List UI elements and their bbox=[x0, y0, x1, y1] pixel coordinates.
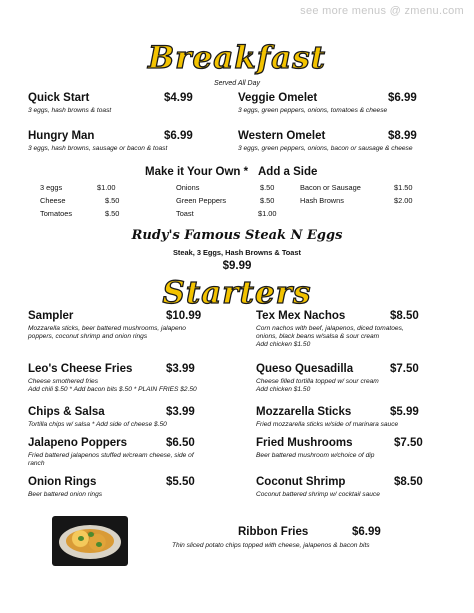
make-own-heading: Make it Your Own * bbox=[145, 166, 249, 178]
menu-item-quick-start bbox=[28, 92, 228, 115]
watermark: see more menus @ zmenu.com bbox=[300, 5, 464, 17]
option-name: Bacon or Sausage bbox=[300, 183, 361, 192]
special-price: $9.99 bbox=[222, 260, 252, 272]
item-description: Add chicken $1.50 bbox=[256, 341, 311, 348]
item-description: Cheese filled tortilla topped w/ sour cream bbox=[256, 378, 379, 385]
menu-item-queso-quesadilla bbox=[256, 363, 461, 394]
item-name: Quick Start bbox=[28, 92, 90, 104]
item-description: Fried battered jalapenos stuffed w/cream cheese, side of bbox=[28, 452, 194, 459]
item-name: Veggie Omelet bbox=[238, 92, 318, 104]
item-price: $8.50 bbox=[390, 310, 419, 322]
menu-item-hungry-man bbox=[28, 130, 228, 153]
option-price: $.50 bbox=[260, 196, 275, 205]
item-price: $6.99 bbox=[352, 526, 381, 538]
item-description: 3 eggs, green peppers, onions, tomatoes & cheese bbox=[238, 107, 388, 114]
item-price: $8.99 bbox=[388, 130, 417, 142]
starters-title: Starters bbox=[162, 275, 312, 311]
option-name: Tomatoes bbox=[40, 209, 73, 218]
jalapeno-dot bbox=[88, 532, 94, 537]
item-name: Queso Quesadilla bbox=[256, 363, 354, 375]
item-description: Beer battered mushroom w/choice of dip bbox=[256, 452, 375, 459]
option-name: Toast bbox=[176, 209, 194, 218]
menu-item-chips-salsa bbox=[28, 406, 248, 429]
item-description: Beer battered onion rings bbox=[28, 491, 103, 498]
item-price: $6.99 bbox=[164, 130, 193, 142]
item-price: $6.50 bbox=[166, 437, 195, 449]
item-name: Western Omelet bbox=[238, 130, 326, 142]
item-price: $3.99 bbox=[166, 363, 195, 375]
item-description: Coconut battered shrimp w/ cocktail sauce bbox=[256, 491, 380, 498]
jalapeno-dot bbox=[96, 542, 102, 547]
option-price: $1.00 bbox=[97, 183, 116, 192]
item-name: Jalapeno Poppers bbox=[28, 437, 128, 449]
item-description: Thin sliced potato chips topped with cheese, jalapenos & bacon bits bbox=[172, 542, 370, 549]
item-name: Leo's Cheese Fries bbox=[28, 363, 133, 375]
item-name: Ribbon Fries bbox=[238, 526, 309, 538]
breakfast-title: Breakfast bbox=[147, 40, 327, 76]
item-name: Sampler bbox=[28, 310, 74, 322]
item-description: Corn nachos with beef, jalapenos, diced tomatoes, bbox=[256, 325, 404, 332]
menu-item-veggie-omelet bbox=[238, 92, 458, 115]
item-price: $10.99 bbox=[166, 310, 202, 322]
breakfast-subtitle: Served All Day bbox=[213, 80, 261, 87]
option-name: Green Peppers bbox=[176, 196, 227, 205]
item-name: Coconut Shrimp bbox=[256, 476, 346, 488]
option-price: $1.00 bbox=[258, 209, 277, 218]
item-description: Mozzarella sticks, beer battered mushrooms, jalapeno bbox=[28, 325, 186, 332]
item-description: poppers, coconut shrimp and onion rings bbox=[28, 333, 148, 340]
item-description: Add chicken $1.50 bbox=[256, 386, 311, 393]
menu-item-coconut-shrimp bbox=[256, 476, 461, 499]
item-description: 3 eggs, hash browns & toast bbox=[28, 107, 112, 114]
item-name: Chips & Salsa bbox=[28, 406, 105, 418]
menu-item-onion-rings bbox=[28, 476, 248, 499]
item-price: $4.99 bbox=[164, 92, 193, 104]
menu-item-western-omelet bbox=[238, 130, 458, 153]
option-price: $1.50 bbox=[394, 183, 413, 192]
menu-item-tex-mex-nachos bbox=[256, 310, 461, 349]
option-price: $.50 bbox=[105, 196, 120, 205]
item-description: Cheese smothered fries bbox=[28, 378, 99, 385]
item-description: 3 eggs, hash browns, sausage or bacon & toast bbox=[28, 145, 168, 152]
item-description: Add chili $.50 * Add bacon bits $.50 * PLAIN FRIES $2.50 bbox=[28, 386, 197, 393]
item-price: $8.50 bbox=[394, 476, 423, 488]
item-name: Onion Rings bbox=[28, 476, 97, 488]
item-price: $5.99 bbox=[390, 406, 419, 418]
item-price: $5.50 bbox=[166, 476, 195, 488]
option-price: $.50 bbox=[105, 209, 120, 218]
item-description: ranch bbox=[28, 460, 45, 467]
item-description: onions, black beans w/salsa & sour cream bbox=[256, 333, 380, 340]
option-name: Onions bbox=[176, 183, 200, 192]
item-name: Fried Mushrooms bbox=[256, 437, 353, 449]
item-price: $7.50 bbox=[390, 363, 419, 375]
option-name: 3 eggs bbox=[40, 183, 63, 192]
add-side-heading: Add a Side bbox=[258, 166, 318, 178]
item-price: $7.50 bbox=[394, 437, 423, 449]
special-title: Rudy's Famous Steak N Eggs bbox=[131, 228, 343, 243]
special-description: Steak, 3 Eggs, Hash Browns & Toast bbox=[172, 248, 301, 257]
item-name: Hungry Man bbox=[28, 130, 95, 142]
menu-item-fried-mushrooms bbox=[256, 437, 461, 460]
option-name: Hash Browns bbox=[300, 196, 344, 205]
item-description: Tortilla chips w/ salsa * Add side of cheese $.50 bbox=[28, 421, 167, 428]
option-price: $2.00 bbox=[394, 196, 413, 205]
loaded-fries-photo bbox=[52, 516, 128, 566]
item-description: 3 eggs, green peppers, onions, bacon or sausage & cheese bbox=[238, 145, 413, 152]
jalapeno-dot bbox=[78, 536, 84, 541]
menu-item-mozzarella-sticks bbox=[256, 406, 466, 429]
item-name: Mozzarella Sticks bbox=[256, 406, 352, 418]
item-description: Fried mozzarella sticks w/side of marinara sauce bbox=[256, 421, 399, 428]
item-price: $6.99 bbox=[388, 92, 417, 104]
item-price: $3.99 bbox=[166, 406, 195, 418]
menu-item-jalapeno-poppers bbox=[28, 437, 248, 468]
option-price: $.50 bbox=[260, 183, 275, 192]
option-name: Cheese bbox=[40, 196, 66, 205]
menu-item-cheese-fries bbox=[28, 363, 253, 394]
item-name: Tex Mex Nachos bbox=[256, 310, 346, 322]
menu-item-sampler bbox=[28, 310, 248, 341]
